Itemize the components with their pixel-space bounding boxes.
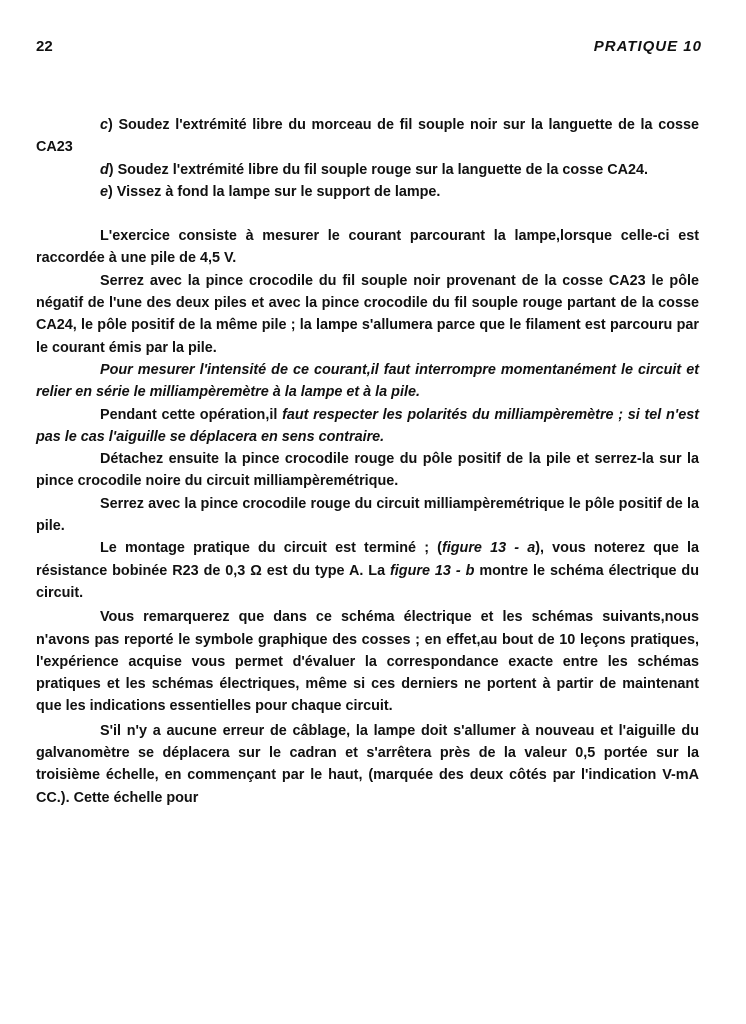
paragraph-measure bbox=[36, 359, 699, 404]
assembly-text-2: ), vous noterez que la résistance bobinée R23 de 0,3 Ω est du type A. La bbox=[36, 540, 699, 579]
paragraph-schematics: Vous remarquerez que dans ce schéma électrique et les schémas suivants,nous n'avons pas reporté le symbole graphique des cosses ; en effet,au bout de 10 leçons pratiques, l'expérience acquise vous permet d'évaluer la correspondance exacte entre les schémas pratiques et les schémas électriques, même si ces derniers ne portent à partir de maintenant que les indications essentielles pour chaque circuit. bbox=[36, 609, 699, 715]
page-number: 22 bbox=[36, 38, 53, 55]
step-text-d: ) Soudez l'extrémité libre du fil souple rouge sur la languette de la cosse CA24. bbox=[108, 161, 649, 178]
polarity-emphasis: faut respecter les polarités du milliampèremètre ; si tel n'est pas le cas l'aiguille se déplacera en sens contraire. bbox=[36, 406, 699, 445]
figure-ref-13a: figure 13 - a bbox=[441, 540, 536, 557]
paragraph-step-c bbox=[36, 114, 699, 159]
assembly-text-3: montre le schéma électrique du circuit. bbox=[36, 562, 700, 601]
measure-text: Pour mesurer l'intensité de ce courant,il faut interrompre momentanément le circuit et relier en série le milliampèremètre à la lampe et à la pile. bbox=[36, 361, 699, 401]
running-title: PRATIQUE 10 bbox=[593, 38, 702, 55]
step-letter-c: c bbox=[100, 117, 109, 133]
step-letter-e: e bbox=[100, 183, 109, 200]
paragraph-detach: Détachez ensuite la pince crocodile rouge du pôle positif de la pile et serrez-la sur la pince crocodile noire du circuit milliampèremétrique. bbox=[36, 451, 699, 490]
paragraph-connect: Serrez avec la pince crocodile du fil souple noir provenant de la cosse CA23 le pôle négatif de l'une des deux piles et avec la pince crocodile du fil souple rouge partant de la cosse CA24, le pôle positif de la même pile ; la lampe s'allumera parce que le filament est parcouru par le courant émis par la pile. bbox=[36, 272, 699, 356]
paragraph-clamp: Serrez avec la pince crocodile rouge du circuit milliampèremétrique le pôle positif de la pile. bbox=[36, 495, 699, 535]
paragraph-polarity bbox=[36, 404, 699, 449]
paragraph-step-e bbox=[36, 181, 699, 203]
figure-ref-13b: figure 13 - b bbox=[390, 562, 475, 579]
paragraph-wiring-check: S'il n'y a aucune erreur de câblage, la lampe doit s'allumer à nouveau et l'aiguille du galvanomètre se déplacera sur le cadran et s'arrêtera près de la valeur 0,5 portée sur la troisième échelle, en commençant par le haut, (marquée des deux côtés par l'indication V-mA CC.). Cette échelle pour bbox=[36, 722, 699, 806]
step-text-c: ) Soudez l'extrémité libre du morceau de fil souple noir sur la languette de la cosse CA23 bbox=[36, 117, 699, 156]
paragraph-exercise: L'exercice consiste à mesurer le courant parcourant la lampe,lorsque celle-ci est raccordée à une pile de 4,5 V. bbox=[36, 228, 699, 267]
paragraph-assembly bbox=[36, 537, 699, 604]
body-text bbox=[36, 114, 699, 809]
paragraph-step-d bbox=[36, 159, 699, 181]
assembly-text-1: Le montage pratique du circuit est terminé ; ( bbox=[100, 540, 442, 557]
step-text-e: ) Vissez à fond la lampe sur le support de lampe. bbox=[108, 183, 441, 200]
polarity-intro: Pendant cette opération,il bbox=[100, 406, 283, 423]
step-letter-d: d bbox=[100, 161, 109, 178]
